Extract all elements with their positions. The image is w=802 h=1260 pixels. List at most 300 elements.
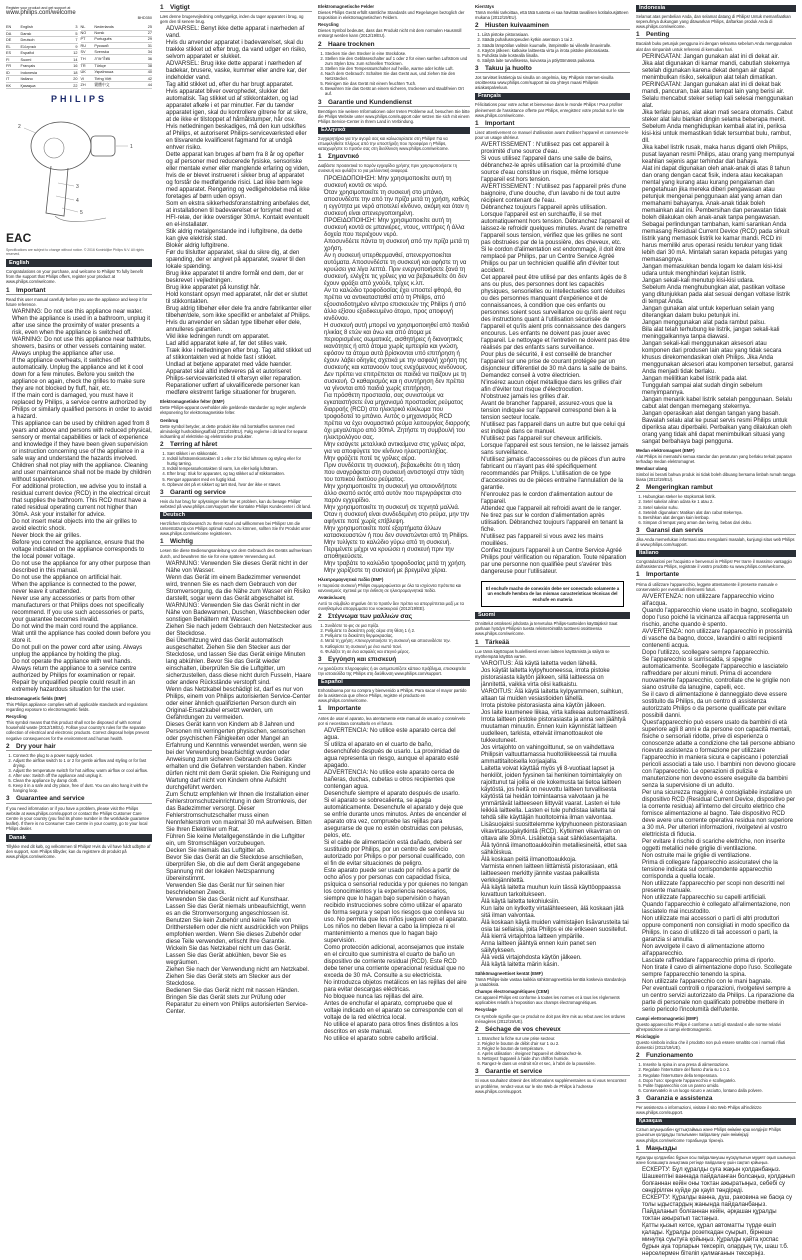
language-code: EN: [6, 24, 21, 30]
language-page: Suomi: [21, 56, 66, 62]
dansk-section-1-title: 1 Vigtigt: [160, 5, 312, 12]
warning-item: • AVVERTENZA: non utilizzare l'apparecchio in prossimità di vasche da bagno, docce, lavandini o altri recipienti contenenti acqua.: [642, 629, 796, 650]
deutsch-section-2-title: 2 Haare trocknen: [318, 42, 470, 49]
language-page: Indonesia: [21, 69, 66, 75]
warning-item: • Jika kabel listrik rusak, maka harus diganti oleh Philips, pusat layanan resmi Philips, atau orang yang mempunyai keahlian sejenis agar terhindar dari bahaya.: [642, 145, 796, 166]
warning-item: • PERINGATAN: Jangan gunakan alat ini di dekat bak mandi, pancuran, bak atau tempat lain yang berisi air.: [642, 82, 796, 96]
dansk-recycling-title: Genbrug: [160, 417, 179, 423]
english-warning: • Always return the appliance to a service centre authorized by Philips for examination or repair. Repair by unqualified people could result in an extremely hazardous situation for the user.: [12, 666, 152, 694]
english-section-3-title: 3 Guarantee and service: [6, 796, 152, 803]
indonesia-intro: Selamat atas pembelian Anda, dan selamat datang di Philips! Untuk memanfaatkan sepenuhnya dukungan yang ditawarkan Philips, daftarkan produk Anda di www.philips.com/welcome.: [636, 14, 791, 30]
warning-item: • Si utiliza el aparato en el cuarto de baño, desenchúfelo después de usarlo. La proximidad de agua representa un riesgo, aunque el aparato esté apagado.: [324, 742, 470, 770]
language-page: Українська: [94, 69, 141, 75]
italiano-emf-title: Campi elettromagnetici (EMF): [636, 1015, 698, 1021]
suomi-warnings: [475, 661, 630, 969]
warning-item: • Lassen Sie das Gerät abkühlen, bevor Sie es wegräumen.: [166, 953, 312, 967]
espanol-warnings: [318, 728, 470, 1043]
warning-item: • ΠΡΟΕΙΔΟΠΟΙΗΣΗ: Μην χρησιμοποιείτε αυτή τη συσκευή κοντά σε νερό.: [324, 176, 470, 190]
language-code: DE: [6, 37, 21, 43]
warning-item: • Kun laite on kytketty virtalähteeseen, älä koskaan jätä sitä ilman valvontaa.: [481, 906, 630, 920]
italiano-dry-steps: [636, 1062, 796, 1093]
language-code: FI: [6, 56, 21, 62]
warning-item: • Si el aparato se sobrecalienta, se apaga automáticamente. Desenchufe el aparato y deje que se enfríe durante unos minutos. Antes de encender el aparato otra vez, compruebe las rejillas para asegurarse de que no estén obstruidas con pelusas, pelos, etc.: [324, 798, 470, 840]
step-item: 1. Branchez la fiche sur une prise secteur.: [482, 1036, 630, 1041]
warning-item: • N'obstruez jamais les grilles d'air.: [481, 394, 630, 401]
warning-item: • Cet appareil peut être utilisé par des enfants âgés de 8 ans ou plus, des personnes dont les capacités physiques, sensorielles ou intellectuelles sont réduites ou des personnes manquant d'expérience et de connaissances, à condition que ces enfants ou personnes soient sous surveillance ou qu'ils aient reçu des instructions quant à l'utilisation sécurisée de l'appareil et qu'ils aient pris connaissance des dangers encourus. Les enfants ne doivent pas jouer avec l'appareil. Le nettoyage et l'entretien ne doivent pas être réalisés par des enfants sans surveillance.: [481, 275, 630, 352]
english-warning: • Before you connect the appliance, ensure that the voltage indicated on the appliance corresponds to the local power voltage.: [12, 540, 152, 561]
warning-item: • Decken Sie niemals das Luftgitter ab.: [166, 848, 312, 855]
language-no: 25: [142, 24, 152, 30]
warning-item: • Si el cable de alimentación está dañado, deberá ser sustituido por Philips, por un centro de servicio autorizado por Philips o por personal cualificado, con el fin de evitar situaciones de peligro.: [324, 840, 470, 868]
warning-item: • Træk ikke i netledningen efter brug. Tag altid stikket ud af stikkontakten ved at holde fast i stikket.: [166, 348, 312, 362]
language-no: 27: [142, 30, 152, 36]
suomi-recycling-title: Kierrätys: [475, 4, 495, 9]
francais-warnings: [475, 142, 630, 576]
warning-item: • Älä kierrä virtajohtoa laitteen ympärille.: [481, 934, 630, 941]
warning-item: • ADVARSEL: Brug ikke dette apparat i nærheden af badekar, brusere, vaske, kummer eller andre kar, der indeholder vand.: [166, 61, 312, 82]
warning-item: • Undlad at betjene apparatet med våde hænder.: [166, 362, 312, 369]
english-heading: English: [6, 259, 152, 267]
warning-item: • Este aparato puede ser usado por niños a partir de ocho años y por personas con capacidad física, psíquica o sensorial reducida y por quienes no tengan los conocimientos y la experiencia necesarios, siempre que lo hagan bajo supervisión o hayan recibido instrucciones sobre cómo utilizar el aparato de forma segura y sepan los riesgos que conlleva su uso. No permita que los niños jueguen con el aparato. Los niños no deben llevar a cabo la limpieza ni el mantenimiento a menos que lo hagan bajo supervisión.: [324, 868, 470, 945]
suomi-section-1-title: 1 Tärkeää: [475, 640, 630, 647]
step-item: 2. Regolate l'interruttore del flusso d'aria su 1 o 2.: [643, 1067, 796, 1072]
english-warning: • Do not use the appliance on artificial hair.: [12, 575, 152, 582]
step-item: 3. Réglez le bouton de température.: [482, 1046, 630, 1051]
warning-item: • Älä käytä laitetta muuhun kuin tässä käyttöoppaassa kuvattuun tarkoitukseen.: [481, 885, 630, 899]
indonesia-section-1-title: 1 Penting: [636, 32, 796, 39]
language-page: Tiếng Việt: [94, 75, 141, 81]
english-warning: • WARNING: Do not use this appliance near bathtubs, showers, basins or other vessels containing water.: [12, 337, 152, 351]
language-no: 16: [66, 63, 78, 69]
svg-text:3: 3: [76, 184, 79, 191]
warning-item: • Bila alat telah terhubung ke listrik, jangan sekali-kali meninggalkannya tanpa diawasi.: [642, 327, 796, 341]
warning-item: • Wenn das Gerät im einem Badezimmer verwendet wird, trennen Sie es nach dem Gebrauch von der Stromversorgung, da die Nähe zum Wasser ein Risiko darstellt, sogar wenn das Gerät abgeschaltet ist.: [166, 575, 312, 603]
italiano-s1-text: Prima di utilizzare l'apparecchio, leggete attentamente il presente manuale e conservatelo per eventuali riferimenti futuri.: [636, 581, 778, 592]
step-item: 6. Säilytä laite turvallisessa, kuivassa ja pölyttömässä paikassa.: [482, 58, 630, 63]
warning-item: • N'enroulez pas le cordon d'alimentation autour de l'appareil.: [481, 492, 630, 506]
column-3: [318, 2, 470, 1045]
warning-item: • Jangan menarik kabel listrik setelah penggunaan. Selalu cabut alat dengan memegang stekernya.: [642, 397, 796, 411]
warning-item: • Se il cavo di alimentazione è danneggiato deve essere sostituito da Philips, da un centro di assistenza autorizzato Philips o da persone qualificate per evitare possibili danni.: [642, 692, 796, 720]
warning-item: • Älä koskaan käytä muiden valmistajien lisävarusteita tai osia tai sellaisia, joita Philips ei ole erikseen suositellut.: [481, 920, 630, 934]
warning-item: • Қатты қызып кетсе, құрал автоматты түрде өшіп қалады. Құралды розеткадан суырып, бірнеше минутқа суытуға қойыңыз. Құралды қайта қоспас бұрын ауа торларын тексеріп, олардың түк, шаш т.б. нәрселермен бітеліп қалмағанын тексеріңіз.: [642, 1223, 796, 1258]
warning-item: • Débranchez toujours l'appareil après utilisation.: [481, 205, 630, 212]
francais-intro: Félicitations pour votre achat et bienvenue dans le monde Philips ! Pour profiter pleinement de l'assistance offerte par Philips, enregistrez votre produit sur le site www.philips.com/welcome.: [475, 102, 625, 118]
step-item: 6. Keep it in a safe and dry place, free of dust. You can also hang it with the hanging loop.: [13, 783, 152, 793]
suomi-dry-steps: [475, 32, 630, 63]
language-page: Português: [94, 36, 141, 42]
warning-item: • Non ostruite mai le griglie di ventilazione.: [642, 853, 796, 860]
warning-item: • ЕСКЕРТУ: Құралды ванна, душ, раковина не басқа су толы ыдыстардың жанында пайдаланбаңыз.: [642, 1195, 796, 1209]
francais-heading: Français: [475, 93, 630, 100]
warning-item: • Benutzen Sie kein Zubehör und keine Teile von Drittherstellern oder die nicht ausdrücklich von Philips empfohlen werden. Wenn Sie dieses Zubehör oder diese Teile verwenden, erlischt Ihre Garantie.: [166, 918, 312, 946]
step-item: 5. Puhdista laite kostealla liinalla.: [482, 53, 630, 58]
step-item: 6. Φυλάξτε τη σε ένα ασφαλές και στεγνό μέρος.: [325, 649, 470, 654]
step-item: 2. Adjust the airflow switch to 1 or 2 for gentle airflow and styling or for fast drying.: [13, 758, 152, 768]
language-code: KK: [6, 82, 21, 89]
italiano-recycling-text: Questo simbolo indica che il prodotto non può essere smaltito con i normali rifiuti domestici (2012/19/UE).: [636, 1040, 786, 1051]
step-item: 6. Simpan di tempat yang aman dan kering, bebas dari debu.: [643, 520, 796, 525]
warning-item: • No bloquee nunca las rejillas del aire.: [324, 994, 470, 1001]
ellinika-s3-text: Αν χρειάζεστε πληροφορίες ή αν αντιμετωπίζετε κάποιο πρόβλημα, επισκεφτείτε την ιστοσελίδα της Philips στη διεύθυνση www.philips.com/support.: [318, 665, 467, 676]
indonesia-warnings: [636, 54, 796, 446]
warning-item: • Μην χρησιμοποιείτε ποτέ εξαρτήματα άλλων κατασκευαστών ή που δεν συνιστώνται από τη Philips.: [324, 526, 470, 540]
warning-item: • Älä koskaan peitä ilmanottoaukkoja.: [481, 857, 630, 864]
ellinika-heading: Ελληνικά: [318, 127, 470, 134]
language-no: 44: [142, 82, 152, 89]
language-code: RU: [81, 42, 95, 48]
warning-item: • WARNUNG: Verwenden Sie das Gerät nicht in der Nähe von Badewannen, Duschen, Waschbecken oder sonstigen Behältern mit Wasser.: [166, 603, 312, 624]
language-no: 14: [66, 56, 78, 62]
deutsch-s1-text: Lesen Sie diese Bedienungsanleitung vor dem Gebrauch des Geräts aufmerksam durch, und bewahren Sie sie für eine spätere Verwendung auf.: [160, 548, 312, 559]
warning-item: • Jangan operasikan alat dengan tangan yang basah.: [642, 411, 796, 418]
svg-text:1: 1: [130, 144, 133, 151]
hair-dryer-icon: [6, 108, 152, 228]
warning-item: • Lorsque l'appareil est sous tension, ne le laissez jamais sans surveillance.: [481, 443, 630, 457]
step-item: 4. Dopo l'uso: spegnete l'apparecchio e scollegatelo.: [643, 1078, 796, 1083]
warning-item: • Attendez que l'appareil ait refroidi avant de le ranger.: [481, 506, 630, 513]
italiano-s3-text: Per assistenza o informazioni, visitate il sito Web Philips all'indirizzo www.philips.com/support.: [636, 1105, 762, 1116]
deutsch-heading: Deutsch: [160, 512, 312, 519]
warning-item: • Laitetta voivat käyttää myös yli 8-vuotiaat lapset ja henkilöt, joiden fyysinen tai henkinen toimintakyky on rajoittunut tai joilla ei ole kokemusta tai tietoa laitteen käytöstä, jos heitä on neuvottu laitteen turvallisesta käytöstä tai heidän toimintaansa valvotaan ja he ymmärtävät laitteeseen liittyvät vaarat. Lasten ei tule leikkiä laitteella. Lasten ei tule puhdistaa laitetta tai tehdä sille käyttäjän huoltotoimia ilman valvontaa.: [481, 766, 630, 822]
warning-item: • Irrota pistoke pistorasiasta aina käytön jälkeen.: [481, 703, 630, 710]
deutsch-recycling-text: Dieses Symbol bedeutet, dass das Produkt nicht mit dem normalen Hausmüll entsorgt werden kann (2012/19/EU).: [318, 28, 462, 39]
svg-text:5: 5: [80, 210, 83, 217]
language-index: [6, 24, 152, 89]
kazakh-heading: Қазақша: [636, 1118, 796, 1125]
francais-dry-steps: [475, 1036, 630, 1067]
warning-item: • Bevor Sie das Gerät an die Steckdose anschließen, überprüfen Sie, ob die auf dem Gerät angegebene Spannung mit der lokalen Netzspannung übereinstimmt.: [166, 855, 312, 883]
language-no: 36: [142, 55, 152, 63]
ellinika-recycling-text: Αυτό το σύμβολο σημαίνει ότι το προϊόν δεν πρέπει να απορρίπτεται μαζί με τα συνηθισμένα απορρίμματα του νοικοκυριού (2012/19/ΕΕ).: [318, 600, 464, 611]
warning-item: • AVERTISSEMENT : N'utilisez pas cet appareil à proximité d'une source d'eau.: [481, 142, 630, 156]
language-code: SV: [81, 49, 95, 55]
warning-item: • Μην χρησιμοποιείτε τη συσκευή για οποιονδήποτε άλλο σκοπό εκτός από αυτόν που περιγράφεται στο παρόν εγχειρίδιο.: [324, 484, 470, 505]
step-item: 4. After use: Switch off the appliance and unplug it.: [13, 773, 152, 778]
svg-text:2: 2: [18, 124, 21, 131]
language-code: VI: [81, 75, 95, 81]
warning-item: • Шашкептіні ваннада пайдаланған болсаңыз, қолданып болғаннан кейін оны токтан ажыратыңыз, себебі су сөндірілген күйде де қауіп төндіреді.: [642, 1174, 796, 1195]
language-page: Nederlands: [94, 24, 141, 30]
espanol-section-1-title: 1 Importante: [318, 706, 470, 713]
indonesia-section-2-title: 2 Mengeringkan rambut: [636, 485, 796, 492]
step-item: 1. Inserite la spina in una presa di alimentazione.: [643, 1062, 796, 1067]
language-code: PT: [81, 36, 95, 42]
italiano-section-3-title: 3 Garanzia e assistenza: [636, 1096, 796, 1103]
step-item: 2. Setel sakelar aliran udara ke 1 atau 2.: [643, 499, 796, 504]
warning-item: • Tunggulah sampai alat sudah dingin sebelum menyimpannya.: [642, 383, 796, 397]
warning-item: • Πριν συνδέσετε τη συσκευή, βεβαιωθείτε ότι η τάση που αναγράφεται στη συσκευή αντιστοιχεί στην τάση του τοπικού δικτύου ρεύματος.: [324, 463, 470, 484]
warning-item: • Μην χειρίζεστε τη συσκευή με βρεγμένα χέρια.: [324, 568, 470, 575]
ellinika-section-1-title: 1 Σημαντικό: [318, 154, 470, 161]
warning-item: • No utilice el aparato sobre cabello artificial.: [324, 1036, 470, 1043]
warning-item: • Jangan melilitkan kabel listrik pada alat.: [642, 376, 796, 383]
step-item: 4. Setelah digunakan: Matikan alat dan cabut stekernya.: [643, 510, 796, 515]
step-item: 2. Stellen Sie den Gebläseschalter auf 1 oder 2 für einen sanften Luftstrom und zum Stylen bzw. zum schnellen Trocknen.: [325, 56, 470, 66]
warning-item: • Wenn das Netzkabel beschädigt ist, darf es nur von Philips, einem von Philips autorisierten Service-Center oder einer ähnlich qualifizierten Person durch ein Original-Ersatzkabel ersetzt werden, um Gefährdungen zu vermeiden.: [166, 687, 312, 722]
warning-item: • Lasciate raffreddare l'apparecchio prima di riporlo.: [642, 958, 796, 965]
english-warning: • Do not pull on the power cord after using. Always unplug the appliance by holding the plug.: [12, 645, 152, 659]
warning-item: • Lad altid apparatet køle af, før det stilles væk.: [166, 341, 312, 348]
ellinika-emf-text: Η παρούσα συσκευή Philips συμμορφώνεται με όλα τα ισχύοντα πρότυπα και κανονισμούς σχετικά με την έκθεση σε ηλεκτρομαγνητικά πεδία.: [318, 582, 462, 593]
kazakh-warnings: [636, 1167, 796, 1258]
svg-text:4: 4: [76, 198, 79, 205]
language-page: ภาษาไทย: [94, 55, 141, 63]
language-page: Español: [21, 50, 66, 56]
warning-item: • ΠΡΟΕΙΔΟΠΟΙΗΣΗ: Μην χρησιμοποιείτε αυτή τη συσκευή κοντά σε μπανιέρες, ντους, νιπτήρες ή άλλα δοχεία που περιέχουν νερό.: [324, 218, 470, 239]
language-code: NO: [81, 30, 95, 36]
warning-item: • Bei Überhitzung wird das Gerät automatisch ausgeschaltet. Ziehen Sie den Stecker aus der Steckdose, und lassen Sie das Gerät einige Minuten lang abkühlen. Bevor Sie das Gerät wieder einschalten, überprüfen Sie die Luftgitter, um sicherzustellen, dass diese nicht durch Fusseln, Haare oder andere Rückstände verstopft sind.: [166, 638, 312, 687]
warning-item: • Älä käytä laitetta märin käsin.: [481, 962, 630, 969]
english-warning: • If the main cord is damaged, you must have it replaced by Philips, a service centre authorized by Philips or similarly qualified persons in order to avoid a hazard.: [12, 393, 152, 421]
step-item: 5. Reinigen Sie das Gerät mit einem feuchten Tuch.: [325, 81, 470, 86]
warning-item: • N'utilisez jamais d'accessoires ou de pièces d'un autre fabricant ou n'ayant pas été spécifiquement recommandés par Philips. L'utilisation de ce type d'accessoires ou de pièces entraîne l'annulation de la garantie.: [481, 457, 630, 492]
suomi-section-2-title: 2 Hiusten kuivaaminen: [475, 23, 630, 30]
language-no: 5: [66, 30, 78, 36]
english-dry-steps: [6, 753, 152, 794]
indonesia-s1-text: Bacalah buku petunjuk pengguna ini dengan seksama sebelum Anda menggunakan alat dan simpanlah untuk referensi di kemudian hari.: [636, 41, 792, 52]
step-item: 1. Συνδέστε το φις σε μια πρίζα.: [325, 623, 470, 628]
english-warning: • If the appliance overheats, it switches off automatically. Unplug the appliance and let it cool down for a few minutes. Before you switch the appliance on again, check the grilles to make sure they are not blocked by fluff, hair, etc.: [12, 358, 152, 393]
warning-item: • ADVARSEL: Benyt ikke dette apparat i nærheden af vand.: [166, 26, 312, 40]
step-item: 6. Bewahren Sie das Gerät an einem sicheren, trockenen und staubfreien Ort auf.: [325, 86, 470, 96]
deutsch-recycling-title: Recycling: [318, 22, 339, 28]
warning-item: • Anna laitteen jäähtyä ennen kuin panet sen säilytykseen.: [481, 941, 630, 955]
language-no: 34: [142, 49, 152, 55]
warning-item: • WARNUNG: Verwenden Sie dieses Gerät nicht in der Nähe von Wasser.: [166, 561, 312, 575]
english-warnings: [6, 309, 152, 694]
warning-item: • ADVERTENCIA: No utilice este aparato cerca del agua.: [324, 728, 470, 742]
francais-emf-title: Champs électromagnétiques (CEM): [475, 989, 549, 995]
ellinika-section-3-title: 3 Εγγύηση και επισκευή: [318, 657, 470, 664]
dansk-dry-steps: [160, 451, 312, 487]
language-no: 31: [142, 42, 152, 48]
language-code: ZH: [81, 82, 95, 89]
indonesia-dry-steps: [636, 494, 796, 525]
dansk-intro: Tillykke med dit køb, og velkommen til Philips! Hvis du vil have fuldt udbytte af den support, som Philips tilbyder, kan du registrere dit produkt på www.philips.com/welcome.: [6, 844, 151, 860]
kazakh-section-1-title: 1 Маңызды: [636, 1146, 796, 1153]
ellinika-section-2-title: 2 Στέγνωμα των μαλλιών σας: [318, 614, 470, 621]
step-item: 5. Pulite l'apparecchio con un panno umido.: [643, 1083, 796, 1088]
step-item: 4. Käytön jälkeen: katkaise laitteesta virta ja irrota pistoke pistorasiasta.: [482, 48, 630, 53]
warning-item: • Jika alat digunakan di kamar mandi, cabutlah stekernya setelah digunakan karena dekat dengan air dapat menimbulkan risiko, sekalipun alat telah dimatikan.: [642, 61, 796, 82]
step-item: 1. Liitä pistoke pistorasiaan.: [482, 32, 630, 37]
register-url[interactable]: www.philips.com/welcome: [6, 10, 76, 17]
language-no: 40: [142, 69, 152, 75]
deutsch-dry-steps: [318, 51, 470, 97]
warning-item: • Før du tilslutter apparatet, skal du sikre dig, at den spænding, der er angivet på apparatet, svarer til den lokale spænding.: [166, 250, 312, 271]
warning-item: • Bringen Sie das Gerät stets zur Prüfung oder Reparatur zu einem von Philips autorisierten Service-Center.: [166, 995, 312, 1016]
step-item: 6. Conservatelo in un luogo sicuro e asciutto, lontano dalla polvere.: [643, 1088, 796, 1093]
language-no: 38: [142, 63, 152, 69]
step-item: 4. Efter brug: Sluk for apparatet, og tag stikket ud af stikkontakten.: [167, 471, 312, 476]
warning-item: • Quest'apparecchio può essere usato da bambini di età superiore agli 8 anni e da persone con capacità mentali, fisiche o sensoriali ridotte, prive di esperienza o conoscenze adatte a condizione che tali persone abbiano ricevuto assistenza o formazione per utilizzare l'apparecchio in maniera sicura e capiscano i potenziali pericoli associati a tale uso. I bambini non devono giocare con l'apparecchio. Le operazioni di pulizia e manutenzione non devono essere eseguite da bambini senza la supervisione di un adulto.: [642, 720, 796, 790]
francais-recycling-text: Ce symbole signifie que ce produit ne doit pas être mis au rebut avec les ordures ménagères (2012/19/UE).: [475, 1013, 626, 1024]
indonesia-section-3-title: 3 Garansi dan servis: [636, 528, 796, 535]
warning-item: • Verwenden Sie das Gerät nicht auf Kunsthaar.: [166, 897, 312, 904]
language-code: UK: [81, 69, 95, 75]
english-warning: • This appliance can be used by children aged from 8 years and above and persons with reduced physical, sensory or mental capabilities or lack of experience and knowledge if they have been given supervision or instruction concerning use of the appliance in a safe way and understand the hazards involved. Children shall not play with the appliance. Cleaning and user maintenance shall not be made by children without supervision.: [12, 421, 152, 484]
step-item: 6. Opbevar det på et sikkert og tørt sted, hvor der ikke er støvet.: [167, 482, 312, 487]
warning-item: • Jika terlalu panas, alat akan mati secara otomatis. Cabut steker alat lalu biarkan dingin selama beberapa menit. Sebelum Anda menghidupkan kembali alat ini, periksa kisi-kisi untuk memastikan tidak tersumbat bulu, rambut, dll.: [642, 110, 796, 145]
warning-item: • Confiez toujours l'appareil à un Centre Service Agréé Philips pour vérification ou réparation. Toute réparation par une personne non qualifiée peut s'avérer très dangereuse pour l'utilisateur.: [481, 548, 630, 576]
step-item: 4. Nach dem Gebrauch: Schalten Sie das Gerät aus, und ziehen Sie den Netzstecker.: [325, 71, 470, 81]
warning-item: • Αποσυνδέετε πάντα τη συσκευή από την πρίζα μετά τη χρήση.: [324, 239, 470, 253]
english-warning: • Never use any accessories or parts from other manufacturers or that Philips does not specifically recommend. If you use such accessories or parts, your guarantee becomes invalid.: [12, 596, 152, 624]
warning-item: • ADVERTENCIA: No utilice este aparato cerca de bañeras, duchas, cubetas u otros recipientes que contengan agua.: [324, 770, 470, 791]
warning-item: • Prima di collegare l'apparecchio assicuratevi che la tensione indicata sul corrispondente apparecchio corrisponda a quella locale.: [642, 860, 796, 881]
language-page: Deutsch: [21, 37, 66, 43]
italiano-heading: Italiano: [636, 550, 796, 557]
language-page: Italiano: [21, 76, 66, 82]
indonesia-s3-text: Jika Anda memerlukan informasi atau mengalami masalah, kunjungi situs web Philips di www.philips.com/support.: [636, 536, 795, 548]
deutsch-emf-text: Dieses Philips Gerät erfüllt sämtliche Standards und Regelungen bezüglich der Exposition in elektromagnetischen Feldern.: [318, 10, 465, 21]
english-warning: • Do not insert metal objects into the air grilles to avoid electric shock.: [12, 519, 152, 533]
dansk-emf-text: Dette Philips-apparat overholder alle gældende standarder og regler angående eksponering for elektromagnetiske felter.: [160, 405, 307, 416]
italiano-emf-text: Questo apparecchio Philips è conforme a tutti gli standard e alle norme relativi all'esposizione ai campi elettromagnetici.: [636, 1021, 781, 1032]
warning-item: • Αν το καλώδιο τροφοδοσίας έχει υποστεί φθορά, θα πρέπει να αντικατασταθεί από τη Philips, από εξουσιοδοτημένο κέντρο επισκευών της Philips ή από άλλο εξίσου εξειδικευμένο άτομο, προς αποφυγή κινδύνου.: [324, 288, 470, 323]
language-no: 22: [66, 82, 78, 89]
warning-item: • Αν η συσκευή υπερθερμανθεί, απενεργοποιείται αυτόματα. Αποσυνδέστε τη συσκευή και αφήστε τη να κρυώσει για λίγα λεπτά. Πριν ενεργοποιήσετε ξανά τη συσκευή, ελέγξτε τις γρίλιες για να βεβαιωθείτε ότι δεν έχουν φράξει από χνούδι, τρίχες κ.λπ.: [324, 253, 470, 288]
warning-item: • Jos käytät laitetta kylpyhuoneessa, irrota pistoke pistorasiasta käytön jälkeen, sillä laitteessa on jännitettä, vaikka virta olisi katkaistu.: [481, 668, 630, 689]
language-code: ES: [6, 50, 21, 56]
deutsch-intro: Herzlichen Glückwunsch zu Ihrem Kauf und willkommen bei Philips! Um die Unterstützung von Philips optimal nutzen zu können, sollten Sie Ihr Produkt unter www.philips.com/welcome registrieren.: [160, 521, 311, 537]
warning-item: • Bedienen Sie das Gerät nicht mit nassen Händen.: [166, 988, 312, 995]
step-item: 1. Connect the plug to a power supply socket.: [13, 753, 152, 758]
english-recycling-text: This symbol means that this product shall not be disposed of with normal household waste (2012/19/EU). Follow your country's rules for the separate collection of electrical and electronic products. Correct disposal helps prevent negative consequences for the environment and human health.: [6, 720, 150, 741]
espanol-s1-text: Antes de usar el aparato, lea atentamente este manual de usuario y consérvelo por si necesitara consultarlo en el futuro.: [318, 715, 466, 726]
language-page: Dansk: [21, 30, 66, 36]
dansk-section-2-title: 2 Tørring af håret: [160, 442, 312, 449]
italiano-warnings: [636, 594, 796, 1014]
warning-item: • Brug aldrig tilbehør eller dele fra andre fabrikanter eller tilbehør/dele, som ikke specifikt er anbefalet af Philips. Hvis du anvender en sådan type tilbehør eller dele, annulleres garantien.: [166, 306, 312, 334]
step-item: 1. Stecken Sie den Stecker in eine Steckdose.: [325, 51, 470, 56]
language-page: Svenska: [94, 49, 141, 55]
warning-item: • N'insérez aucun objet métallique dans les grilles d'air afin d'éviter tout risque d'électrocution.: [481, 380, 630, 394]
language-no: 9: [66, 43, 78, 49]
dansk-recycling-text: Dette symbol betyder, at dette produkt ikke må bortskaffes sammen med almindeligt husholdningsaffald (2012/19/EU). Følg reglerne i dit land for separat indsamling af elektriske og elektroniske produkter.: [160, 423, 308, 439]
warning-item: • Älä vedä virtajohdosta käytön jälkeen.: [481, 955, 630, 962]
warning-item: • Όταν η συσκευή είναι συνδεδεμένη στο ρεύμα, μην την αφήνετε ποτέ χωρίς επίβλεψη.: [324, 512, 470, 526]
english-warning: • Never block the air grilles.: [12, 533, 152, 540]
warning-item: • Non utilizzate l'apparecchio su capelli artificiali.: [642, 895, 796, 902]
register-text: Register your product and get support at: [6, 6, 71, 10]
italiano-recycling-title: Riciclaggio: [636, 1034, 660, 1039]
step-item: 5. Bersihkan alat dengan kain lembap.: [643, 515, 796, 520]
english-warning: • For additional protection, we advise you to install a residual current device (RCD) in the electrical circuit that supplies the bathroom. This RCD must have a rated residual operating current not higher than 30mA. Ask your installer for advice.: [12, 484, 152, 519]
warning-item: • Como protección adicional, aconsejamos que instale en el circuito que suministra el cuarto de baño un dispositivo de corriente residual (RCD). Este RCD debe tener una corriente operacional residual que no exceda de 30 mA. Consulte a su electricista.: [324, 945, 470, 980]
warning-item: • Hold konstant opsyn med apparatet, når det er sluttet til stikkontakten.: [166, 292, 312, 306]
step-item: 2. Ρυθμίστε το διακόπτη ροής αέρα στη θέση 1 ή 2.: [325, 628, 470, 633]
indonesia-emf-title: Medan elektromagnet (EMF): [636, 447, 695, 453]
brand-logo: PHILIPS: [50, 94, 107, 105]
deutsch-section-1-title: 1 Wichtig: [160, 539, 312, 546]
warning-item: • Wickeln Sie das Netzkabel nicht um das Gerät.: [166, 946, 312, 953]
warning-item: • No utilice el aparato para otros fines distintos a los descritos en este manual.: [324, 1022, 470, 1036]
warning-item: • Varmista ennen laitteen liittämistä pistorasiaan, että laitteeseen merkitty jännite vastaa paikallista verkkojännitettä.: [481, 864, 630, 885]
step-item: 3. Regolate l'interruttore della temperatura.: [643, 1073, 796, 1078]
language-code: FR: [6, 63, 21, 69]
warning-item: • Tag altid stikket ud, efter du har brugt apparatet.: [166, 82, 312, 89]
warning-item: • Lassen Sie das Gerät niemals unbeaufsichtigt, wenn es an die Stromversorgung angeschlossen ist.: [166, 904, 312, 918]
warning-item: • Μην φράζετε ποτέ τις γρίλιες αέρα.: [324, 456, 470, 463]
english-warning: • When the appliance is connected to the power, never leave it unattended.: [12, 582, 152, 596]
warning-item: • Jos virtajohto on vahingoittunut, se on vaihdettava Philipsin valtuuttamassa huoltoliikkeessä tai muulla ammattitaitoisella korjaajalla.: [481, 745, 630, 766]
dansk-warnings: [160, 26, 312, 397]
language-code: EL: [6, 43, 21, 49]
warning-item: • No introduzca objetos metálicos en las rejillas del aire para evitar descargas eléctricas.: [324, 980, 470, 994]
step-item: 3. Ρυθμίστε το διακόπτη θερμοκρασίας.: [325, 633, 470, 638]
english-warning: • Always unplug the appliance after use.: [12, 351, 152, 358]
warning-item: • Se l'apparecchio si surriscalda, si spegne automaticamente. Scollegate l'apparecchio e lasciatelo raffreddare per alcuni minuti. Prima di accendere nuovamente l'apparecchio, controllate che le griglie non siano ostruite da lanugine, capelli, ecc.: [642, 657, 796, 692]
language-row: [81, 82, 153, 89]
warning-item: • Non utilizzate l'apparecchio con le mani bagnate.: [642, 979, 796, 986]
language-page: Русский: [94, 42, 141, 48]
plug-notice-box: El enchufe macho de conexión debe ser conectado solamente a un enchufe hembra de las mismas características técnicas del enchufe en materia: [481, 581, 624, 607]
kazakh-s1-text: Құралды қолданбас бұрын осы пайдаланушы нұсқаулығын мұқият оқып шығыңыз және болашақта анықтама ретінде пайдалану үшін сақтап қойыңыз.: [636, 1154, 796, 1165]
step-item: 2. Indstil luftstrømskontakten til 1 eller 2 for blid luftstrøm og styling eller for hurtig tørring.: [167, 456, 312, 466]
english-warning: • Wait until the appliance has cooled down before you store it.: [12, 631, 152, 645]
warning-item: • ЕСКЕРТУ: Бұл құралды суға жақын қолданбаңыз.: [642, 1167, 796, 1174]
warning-item: • Selalu mencabut steker setiap kali selesai menggunakan alat.: [642, 96, 796, 110]
deutsch-s3-text: Benötigen Sie weitere Informationen oder treten Probleme auf, besuchen Sie bitte die Philips Website unter www.philips.com/support oder setzen Sie sich mit einem Philips Service-Center in Ihrem Land in Verbindung.: [318, 108, 470, 124]
ellinika-warnings: [318, 176, 470, 575]
english-emf-text: This Philips appliance complies with all applicable standards and regulations regarding exposure to electromagnetic fields.: [6, 701, 148, 713]
warning-item: • VAROITUS: Älä käytä laitetta veden lähellä.: [481, 661, 630, 668]
warning-item: • Verwenden Sie das Gerät nur für seinen hier beschriebenen Zweck.: [166, 883, 312, 897]
english-emf-title: Electromagnetic fields (EMF): [6, 695, 67, 701]
warning-item: • Jangan gunakan alat untuk keperluan selain yang diterangkan dalam buku petunjuk ini.: [642, 306, 796, 320]
suomi-recycling-text: Tämä merkki tarkoittaa, että tätä tuotetta ei saa hävittää tavallisen kotitalousjätteen mukana (2012/19/EU).: [475, 10, 629, 21]
language-code: TR: [81, 63, 95, 69]
warning-item: • Ziehen Sie nach jedem Gebrauch den Netzstecker aus der Steckdose.: [166, 624, 312, 638]
step-item: 5. Nettoyez l'appareil à l'aide d'un chiffon humide.: [482, 1056, 630, 1061]
ellinika-emf-title: Ηλεκτρομαγνητικά πεδία (EMF): [318, 576, 384, 582]
warning-item: • Non utilizzate l'apparecchio per scopi non descritti nel presente manuale.: [642, 881, 796, 895]
english-warning: • When the appliance is used in a bathroom, unplug it after use since the proximity of water presents a risk, even when the appliance is switched off.: [12, 316, 152, 337]
warning-item: • N'utilisez pas l'appareil si vous avez les mains mouillées.: [481, 534, 630, 548]
suomi-section-3-title: 3 Takuu ja huolto: [475, 66, 630, 73]
warning-item: • Μην εισάγετε μεταλλικά αντικείμενα στις γρίλιες αέρα, για να αποφύγετε τον κίνδυνο ηλεκτροπληξίας.: [324, 442, 470, 456]
warning-item: • AVERTISSEMENT : N'utilisez pas l'appareil près d'une baignoire, d'une douche, d'un lavabo ni de tout autre récipient contenant de l'eau.: [481, 184, 630, 205]
warning-item: • Per evitare il rischio di scariche elettriche, non inserite oggetti metallici nelle griglie di ventilazione.: [642, 839, 796, 853]
warning-item: • Som en ekstra sikkerhedsforanstaltning anbefales det, at installationen til badeværelset er forsynet med et HFI-relæ, der ikke overstiger 30mA. Kontakt eventuelt en el-installatør.: [166, 201, 312, 229]
warning-item: • Non utilizzate mai accessori o parti di altri produttori oppure componenti non consigliati in modo specifico da Philips. In caso di utilizzo di tali accessori o parti, la garanzia si annulla.: [642, 916, 796, 944]
step-item: 6. Rangez-le dans un endroit sûr et sec, à l'abri de la poussière.: [482, 1061, 630, 1066]
warning-item: • Hvis apparatet bliver overophedet, slukker det automatisk. Tag stikket ud af stikkontakten, og lad apparatet afkøle i et par minutter. Før du tænder apparatet igen, skal du kontrollere gitrene for at sikre, at de ikke er tilstoppet af hårnålstumper, hår osv.: [166, 89, 312, 124]
francais-recycling-title: Recyclage: [475, 1007, 497, 1013]
column-2: [160, 2, 312, 1018]
warning-item: • Apparatet skal altid indleveres på et autoriseret Philips-serviceværksted til eftersyn eller reparation. Reparationer udført af ukvalificerede personer kan medføre ekstremt farlige situationer for brugeren.: [166, 369, 312, 397]
warning-item: • N'utilisez pas l'appareil dans un autre but que celui qui est indiqué dans ce manuel.: [481, 422, 630, 436]
ellinika-intro: Συγχαρητήρια για την αγορά σας και καλωσορίσατε στη Philips! Για να επωφεληθείτε πλήρως από την υποστήριξη που προσφέρει η Philips, καταχωρήστε το προϊόν σας στη διεύθυνση www.philips.com/welcome.: [318, 135, 449, 152]
warning-item: • Quando l'apparecchio è collegato all'alimentazione, non lasciatelo mai incustodito.: [642, 902, 796, 916]
step-item: 2. Säädä puhallusnopeuden kytkin asentoon 1 tai 2.: [482, 37, 630, 42]
dansk-s3-text: Hvis du har brug for oplysninger eller har et problem, kan du besøge Philips' websted på www.philips.com/support eller kontakte Philips Kundecenter i dit land.: [160, 498, 312, 509]
certification-marks: [6, 231, 152, 245]
warning-item: • Si vous utilisez l'appareil dans une salle de bains, débranchez-le après utilisation car la proximité d'une source d'eau constitue un risque, même lorsque l'appareil est hors tension.: [481, 156, 630, 184]
ellinika-dry-steps: [318, 623, 470, 654]
warning-item: • AVVERTENZA: non utilizzare l'apparecchio vicino all'acqua.: [642, 594, 796, 608]
language-code: ID: [6, 69, 21, 75]
english-warning: • Do not use the appliance for any other purpose than described in this manual.: [12, 561, 152, 575]
english-s3-text: If you need information or if you have a problem, please visit the Philips website at www.philips.com/support or contact the Philips Customer Care Centre in your country (you find its phone number in the worldwide guarantee leaflet). If there is no Consumer Care Centre in your country, go to your local Philips dealer.: [6, 805, 150, 831]
warning-item: • Vikl ikke ledningen rundt om apparatet.: [166, 334, 312, 341]
language-no: 20: [66, 76, 78, 82]
warning-item: • Desenchufe siempre el aparato después de usarlo.: [324, 791, 470, 798]
step-item: 5. Clean the appliance by damp cloth.: [13, 778, 152, 783]
warning-item: • Älä työnnä ilmanottoaukkoihin metalliesineitä, ettet saa sähköiskua.: [481, 843, 630, 857]
